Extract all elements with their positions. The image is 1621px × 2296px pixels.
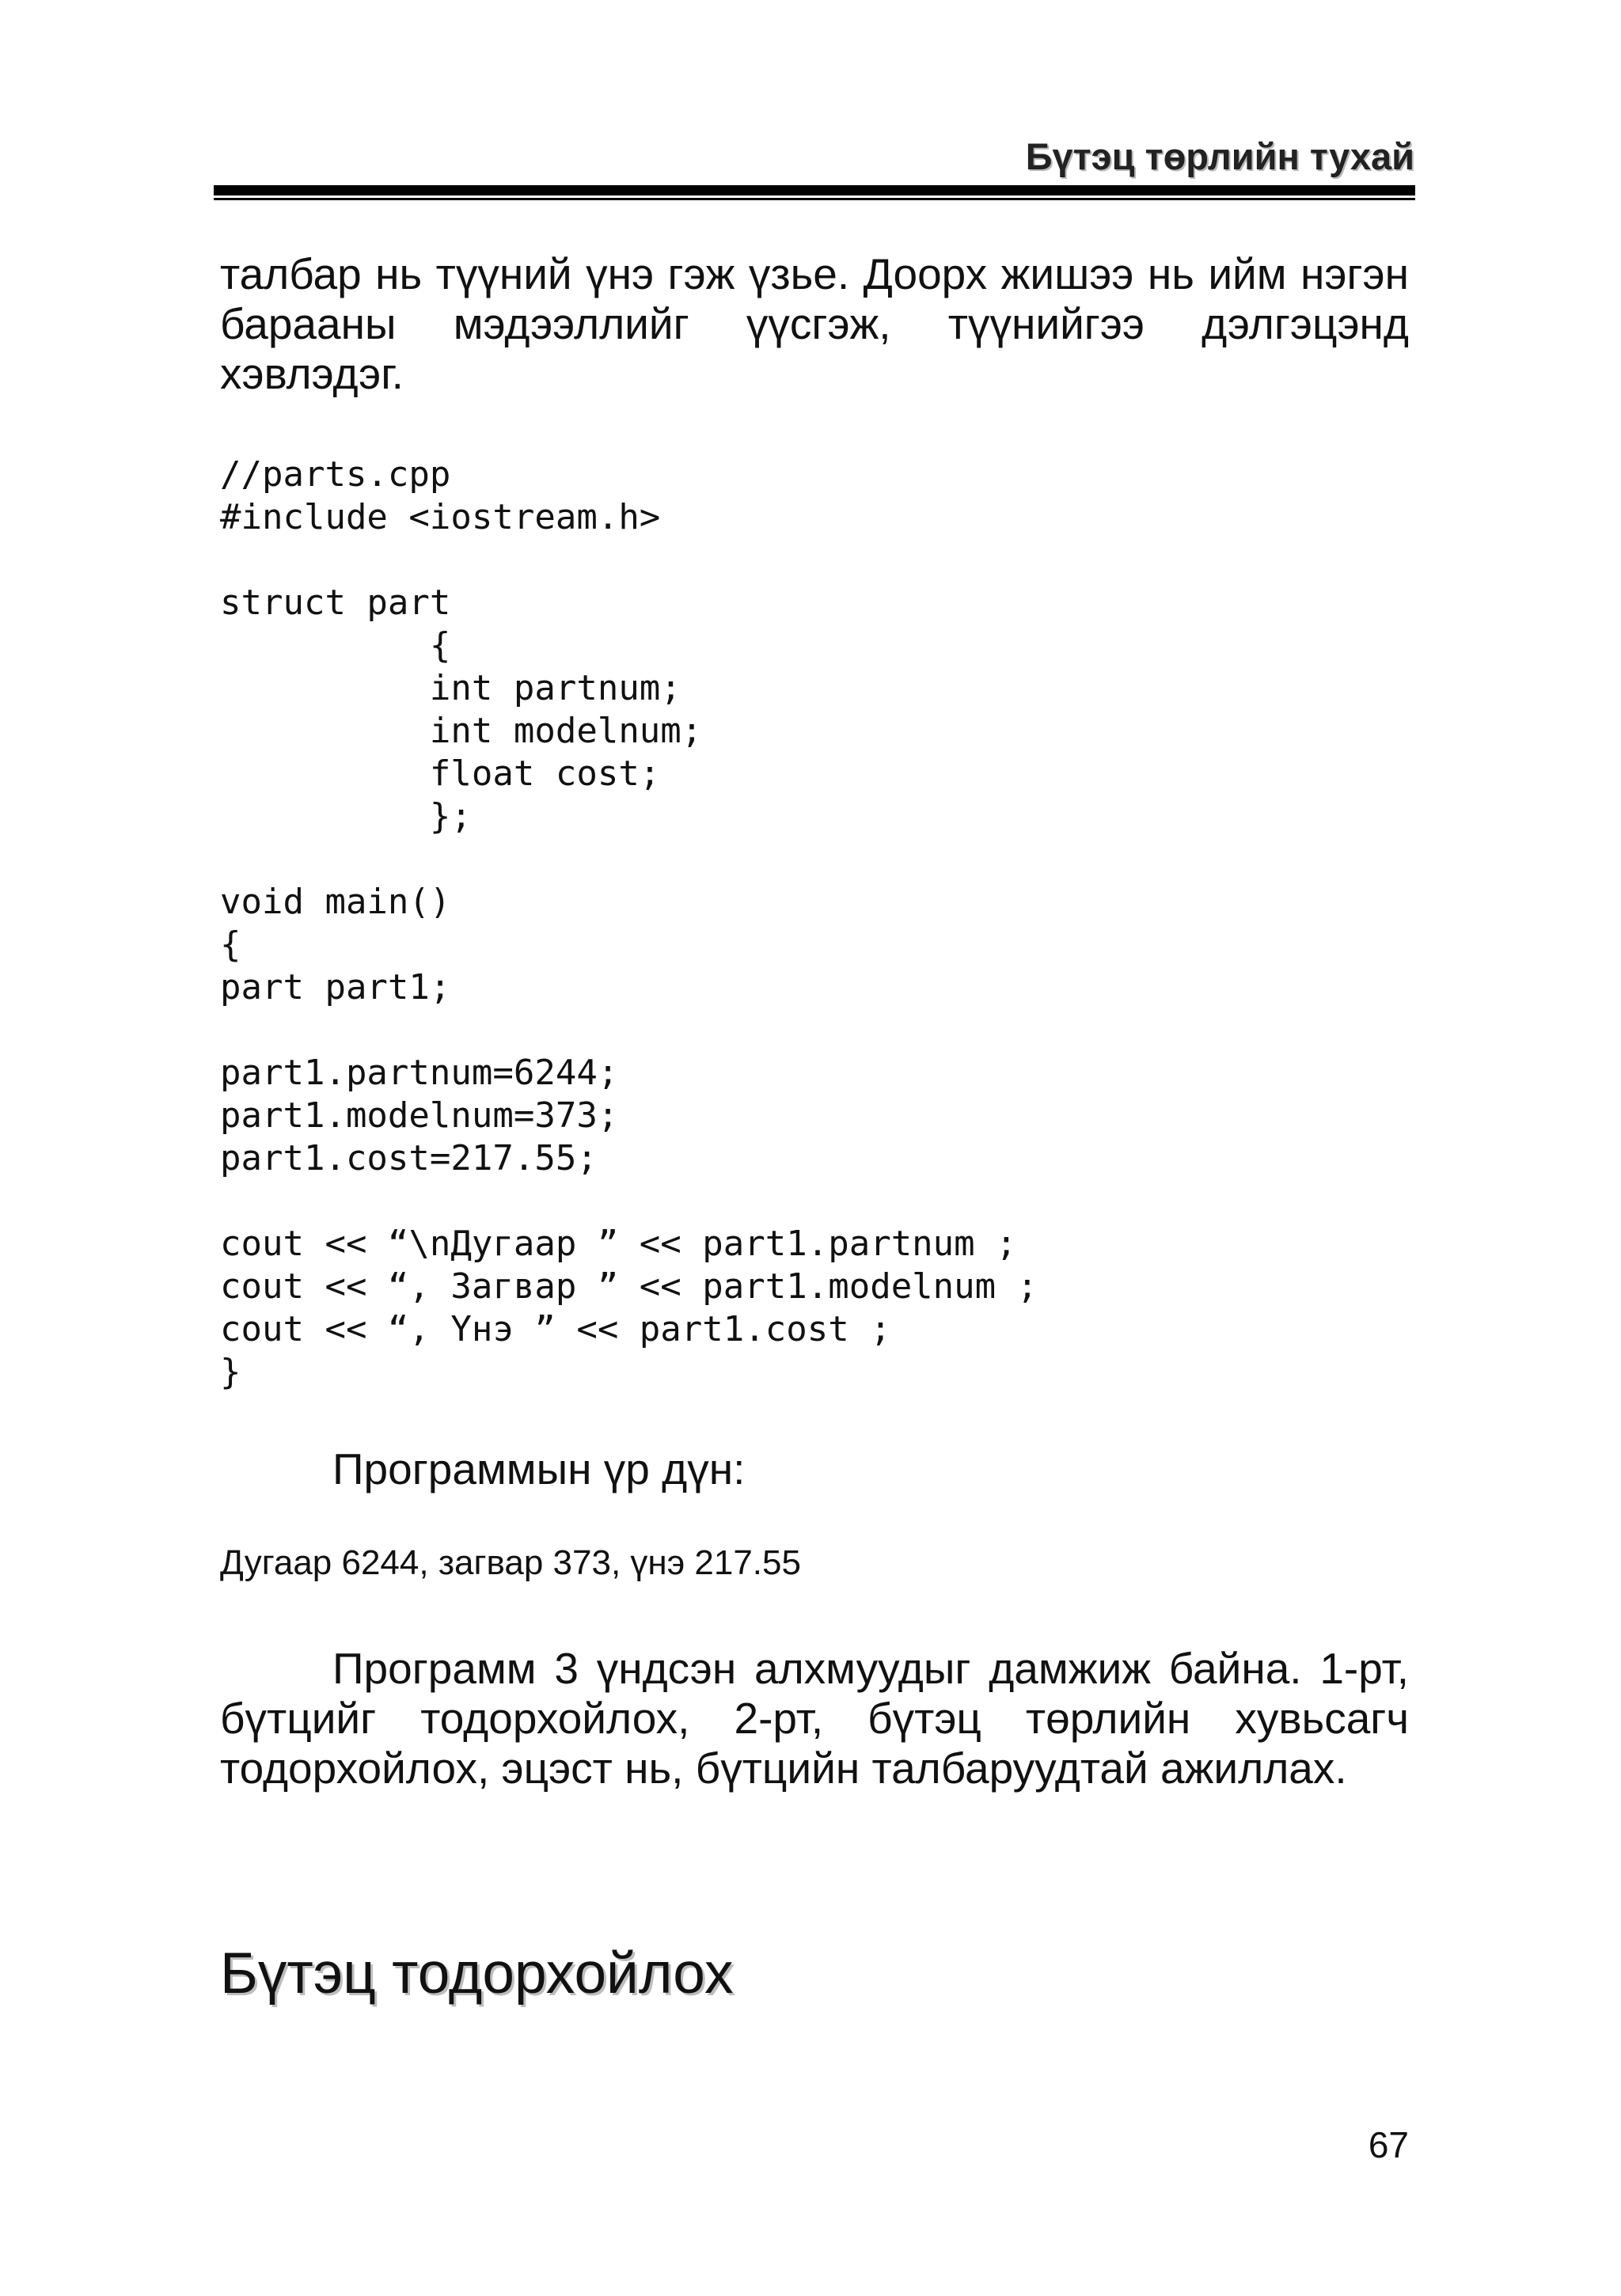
code-line: cout << “\nДугаар ” << part1.partnum ; <box>220 1224 1017 1264</box>
code-line: part1.partnum=6244; <box>220 1053 619 1093</box>
code-line: void main() <box>220 882 451 922</box>
result-label: Программын үр дүн: <box>332 1444 746 1493</box>
code-line <box>220 539 1038 582</box>
code-line: int partnum; <box>220 668 681 708</box>
code-line: int modelnum; <box>220 711 703 751</box>
section-heading: Бүтэц тодорхойлох <box>220 1941 734 2006</box>
code-line: part1.modelnum=373; <box>220 1095 619 1136</box>
code-line: cout << “, Загвар ” << part1.modelnum ; <box>220 1266 1038 1307</box>
code-line: //parts.cpp <box>220 454 451 495</box>
code-line: } <box>220 1352 241 1392</box>
result-label-block <box>220 1444 1409 1494</box>
header-rule-thin <box>214 198 1415 200</box>
code-line <box>220 838 1038 881</box>
code-line: struct part <box>220 583 451 623</box>
code-line: cout << “, Үнэ ” << part1.cost ; <box>220 1309 891 1349</box>
intro-paragraph-block <box>220 249 1409 399</box>
code-line: part part1; <box>220 967 451 1008</box>
program-output: Дугаар 6244, загвар 373, үнэ 217.55 <box>220 1543 801 1582</box>
header-rule-thick <box>214 185 1415 195</box>
code-line: #include <iostream.h> <box>220 497 661 537</box>
code-line <box>220 1180 1038 1223</box>
code-listing <box>220 454 1038 1394</box>
code-line: { <box>220 924 241 965</box>
code-line: { <box>220 625 451 666</box>
running-header: Бүтэц төрлийн тухай <box>1025 135 1414 177</box>
code-line: float cost; <box>220 753 661 794</box>
page-number: 67 <box>1368 2124 1409 2165</box>
summary-paragraph: Программ 3 үндсэн алхмуудыг дамжиж байна. 1-рт, бүтцийг тодорхойлох, 2-рт, бүтэц төрлийн хувьсагч тодорхойлох, эцэст нь, бүтцийн талбаруудтай ажиллах. <box>220 1644 1409 1793</box>
code-line: }; <box>220 796 472 837</box>
code-line <box>220 1009 1038 1052</box>
code-line: part1.cost=217.55; <box>220 1138 598 1178</box>
intro-paragraph: талбар нь түүний үнэ гэж үзье. Доорх жишээ нь ийм нэгэн барааны мэдээллийг үүсгэж, түүнийгээ дэлгэцэнд хэвлэдэг. <box>220 249 1409 398</box>
summary-paragraph-block <box>220 1644 1409 1793</box>
